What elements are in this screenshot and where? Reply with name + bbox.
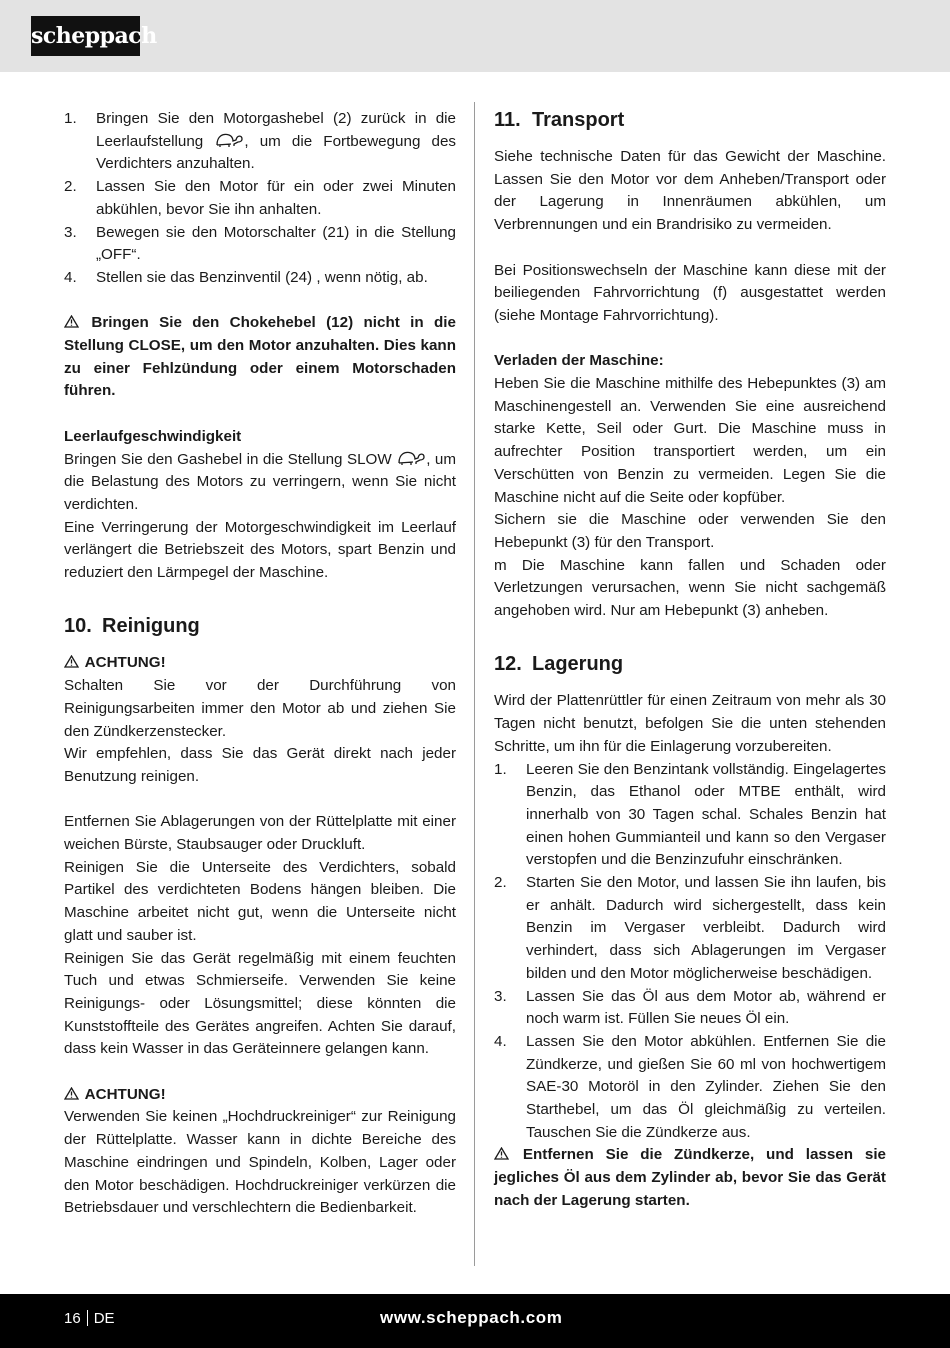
attention-text: ACHTUNG! <box>84 1085 166 1103</box>
section-title: Lagerung <box>532 653 624 676</box>
list-item <box>64 222 456 267</box>
brand-logo: scheppach <box>31 16 140 56</box>
step-number: 1. <box>494 760 507 778</box>
section-heading-cleaning <box>64 607 456 652</box>
transport-paragraph: Siehe technische Daten für das Gewicht der Maschine. Lassen Sie den Motor vor dem Anheben/Transport oder der Lagerung in Innenräumen abkühlen, um Verbrennungen und ein Brandrisiko zu vermeiden. <box>494 148 886 234</box>
column-divider <box>474 102 475 1266</box>
section-title: Transport <box>532 109 625 131</box>
list-item <box>64 108 456 176</box>
transport-paragraph: Sichern sie die Maschine oder verwenden Sie den Hebepunkt (3) für den Transport. <box>494 511 886 551</box>
footer-bar <box>0 1294 950 1348</box>
cleaning-paragraph: Schalten Sie vor der Durchführung von Reinigungsarbeiten immer den Motor ab und ziehen Sie den Zündkerzenstecker. <box>64 677 456 740</box>
step-text: Bringen Sie den Motorgashebel (2) zurück in die Leerlaufstellung <box>96 110 456 150</box>
warning-icon <box>64 655 79 668</box>
step-number: 4. <box>64 268 77 286</box>
list-item <box>494 872 886 986</box>
page-separator <box>87 1310 88 1326</box>
step-number: 4. <box>494 1032 507 1050</box>
list-item <box>64 267 456 290</box>
section-number: 12. <box>494 653 522 676</box>
choke-warning-text: Bringen Sie den Chokehebel (12) nicht in die Stellung CLOSE, um den Motor anzuhalten. Dies kann zu einer Fehlzündung oder einem Motorschaden führen. <box>64 314 456 400</box>
step-text: Lassen Sie den Motor für ein oder zwei Minuten abkühlen, bevor Sie ihn anhalten. <box>96 178 456 218</box>
page-number <box>64 1310 115 1327</box>
step-number: 2. <box>494 874 507 892</box>
website-link[interactable]: www.scheppach.com <box>380 1308 563 1327</box>
section-heading-storage <box>494 645 886 690</box>
section-title: Reinigung <box>102 615 200 638</box>
header-bar <box>0 0 950 72</box>
list-item <box>494 986 886 1031</box>
step-text: Bewegen sie den Motorschalter (21) in die Stellung „OFF“. <box>96 223 456 264</box>
list-item <box>494 1031 886 1145</box>
list-item <box>64 176 456 221</box>
attention-heading <box>64 1084 456 1107</box>
step-text: , um die Fortbewegung des Verdichters anzuhalten. <box>96 132 457 173</box>
final-warning <box>494 1144 886 1212</box>
right-column <box>494 108 886 1213</box>
section-number: 10. <box>64 615 92 638</box>
tortoise-icon <box>396 450 426 466</box>
cleaning-paragraph: Reinigen Sie das Gerät regelmäßig mit einem feuchten Tuch und etwas Schmierseife. Verwenden Sie keine Reinigungs- oder Lösungsmittel; diese könnten die Kunststoffteile des Gerätes angreifen. Achten Sie darauf, dass kein Wasser in das Geräteinnere gelangen kann. <box>64 949 456 1058</box>
step-number: 2. <box>64 178 77 196</box>
list-item <box>494 759 886 873</box>
attention-text: ACHTUNG! <box>84 654 166 672</box>
choke-warning <box>64 312 456 403</box>
final-warning-text: Entfernen Sie die Zündkerze, und lassen sie jegliches Öl aus dem Zylinder ab, bevor Sie das Gerät nach der Lagerung starten. <box>494 1146 886 1209</box>
page-number-value: 16 <box>64 1310 81 1327</box>
transport-paragraph: Bei Positionswechseln der Maschine kann diese mit der beiliegenden Fahrvorrichtung (f) ausgestattet werden (siehe Montage Fahrvorrichtung). <box>494 261 886 324</box>
language-code: DE <box>93 1310 115 1327</box>
cleaning-paragraph: Reinigen Sie die Unterseite des Verdichters, sobald Partikel des verdichteten Bodens hängen bleiben. Die Maschine arbeitet nicht gut, wenn die Unterseite nicht glatt und sauber ist. <box>64 858 456 944</box>
transport-paragraph: m Die Maschine kann fallen und Schaden oder Verletzungen verursachen, wenn Sie nicht sachgemäß angehoben wird. Nur am Hebepunkt (3) anheben. <box>494 556 886 620</box>
left-column <box>64 108 456 1220</box>
warning-icon <box>494 1147 509 1160</box>
warning-icon <box>64 1087 79 1100</box>
step-number: 3. <box>64 223 77 241</box>
step-number: 3. <box>494 987 507 1005</box>
idle-text: Bringen Sie den Gashebel in die Stellung SLOW <box>64 450 397 468</box>
cleaning-paragraph: Wir empfehlen, dass Sie das Gerät direkt nach jeder Benutzung reinigen. <box>64 745 456 785</box>
attention-heading <box>64 652 456 675</box>
idle-paragraph <box>64 449 456 517</box>
section-number: 11. <box>494 109 521 131</box>
cleaning-paragraph: Entfernen Sie Ablagerungen von der Rüttelplatte mit einer weichen Bürste, Staubsauger oder Druckluft. <box>64 813 456 854</box>
storage-paragraph: Wird der Plattenrüttler für einen Zeitraum von mehr als 30 Tagen nicht benutzt, befolgen Sie die unten stehenden Schritte, um ihn für die Einlagerung vorzubereiten. <box>494 692 886 755</box>
step-text: Starten Sie den Motor, und lassen Sie ihn laufen, bis er anhält. Dadurch wird sichergestellt, dass kein Benzin im Vergaser verbleibt. Dadurch wird verhindert, dass sich Ablagerungen im Vergaser bilden und den Motor möglicherweise beschädigen. <box>526 874 886 982</box>
transport-paragraph: Heben Sie die Maschine mithilfe des Hebepunktes (3) am Maschinengestell an. Verwenden Sie eine ausreichend starke Kette, Seil oder Gurt. Die Maschine muss in aufrechter Position transportiert werden, um ein Verschütten von Benzin zu vermeiden. Legen Sie die Maschine nicht auf die Seite oder kopfüber. <box>494 375 886 506</box>
step-text: Leeren Sie den Benzintank vollständig. Eingelagertes Benzin, das Ethanol oder MTBE enthält, wird innerhalb von 30 Tagen schal. Schales Benzin hat einen hohen Gummianteil und kann so den Vergaser verstopfen und die Benzinzufuhr einschränken. <box>526 760 886 869</box>
storage-steps <box>494 759 886 1145</box>
idle-text: , um die Belastung des Motors zu verringern, wenn Sie nicht verdichten. <box>64 450 457 513</box>
step-text: Lassen Sie den Motor abkühlen. Entfernen Sie die Zündkerze, und gießen Sie 60 ml von hochwertigem SAE-30 Motoröl in den Zylinder. Ziehen Sie den Starthebel, um das Öl gleichmäßig zu verteilen. Tauschen Sie die Zündkerze aus. <box>526 1032 886 1141</box>
stop-engine-steps <box>64 108 456 290</box>
step-text: Stellen sie das Benzinventil (24) , wenn nötig, ab. <box>96 268 428 286</box>
idle-title: Leerlaufgeschwindigkeit <box>64 427 242 445</box>
section-heading-transport <box>494 108 886 146</box>
step-number: 1. <box>64 110 77 127</box>
idle-paragraph-2: Eine Verringerung der Motorgeschwindigkeit im Leerlauf verlängert die Betriebszeit des Motors, spart Benzin und reduziert den Lärmpegel der Maschine. <box>64 518 456 582</box>
cleaning-paragraph: Verwenden Sie keinen „Hochdruckreiniger“ zur Reinigung der Rüttelplatte. Wasser kann in dichte Bereiche des Maschine eindringen und Spindeln, Kolben, Lager oder den Motor beschädigen. Hochdruckreiniger verkürzen die Betriebsdauer und verschlechtern die Bedienbarkeit. <box>64 1108 456 1217</box>
tortoise-icon <box>214 132 244 148</box>
loading-title: Verladen der Maschine: <box>494 352 664 370</box>
step-text: Lassen Sie das Öl aus dem Motor ab, während er noch warm ist. Füllen Sie neues Öl ein. <box>526 987 886 1028</box>
warning-icon <box>64 315 79 328</box>
